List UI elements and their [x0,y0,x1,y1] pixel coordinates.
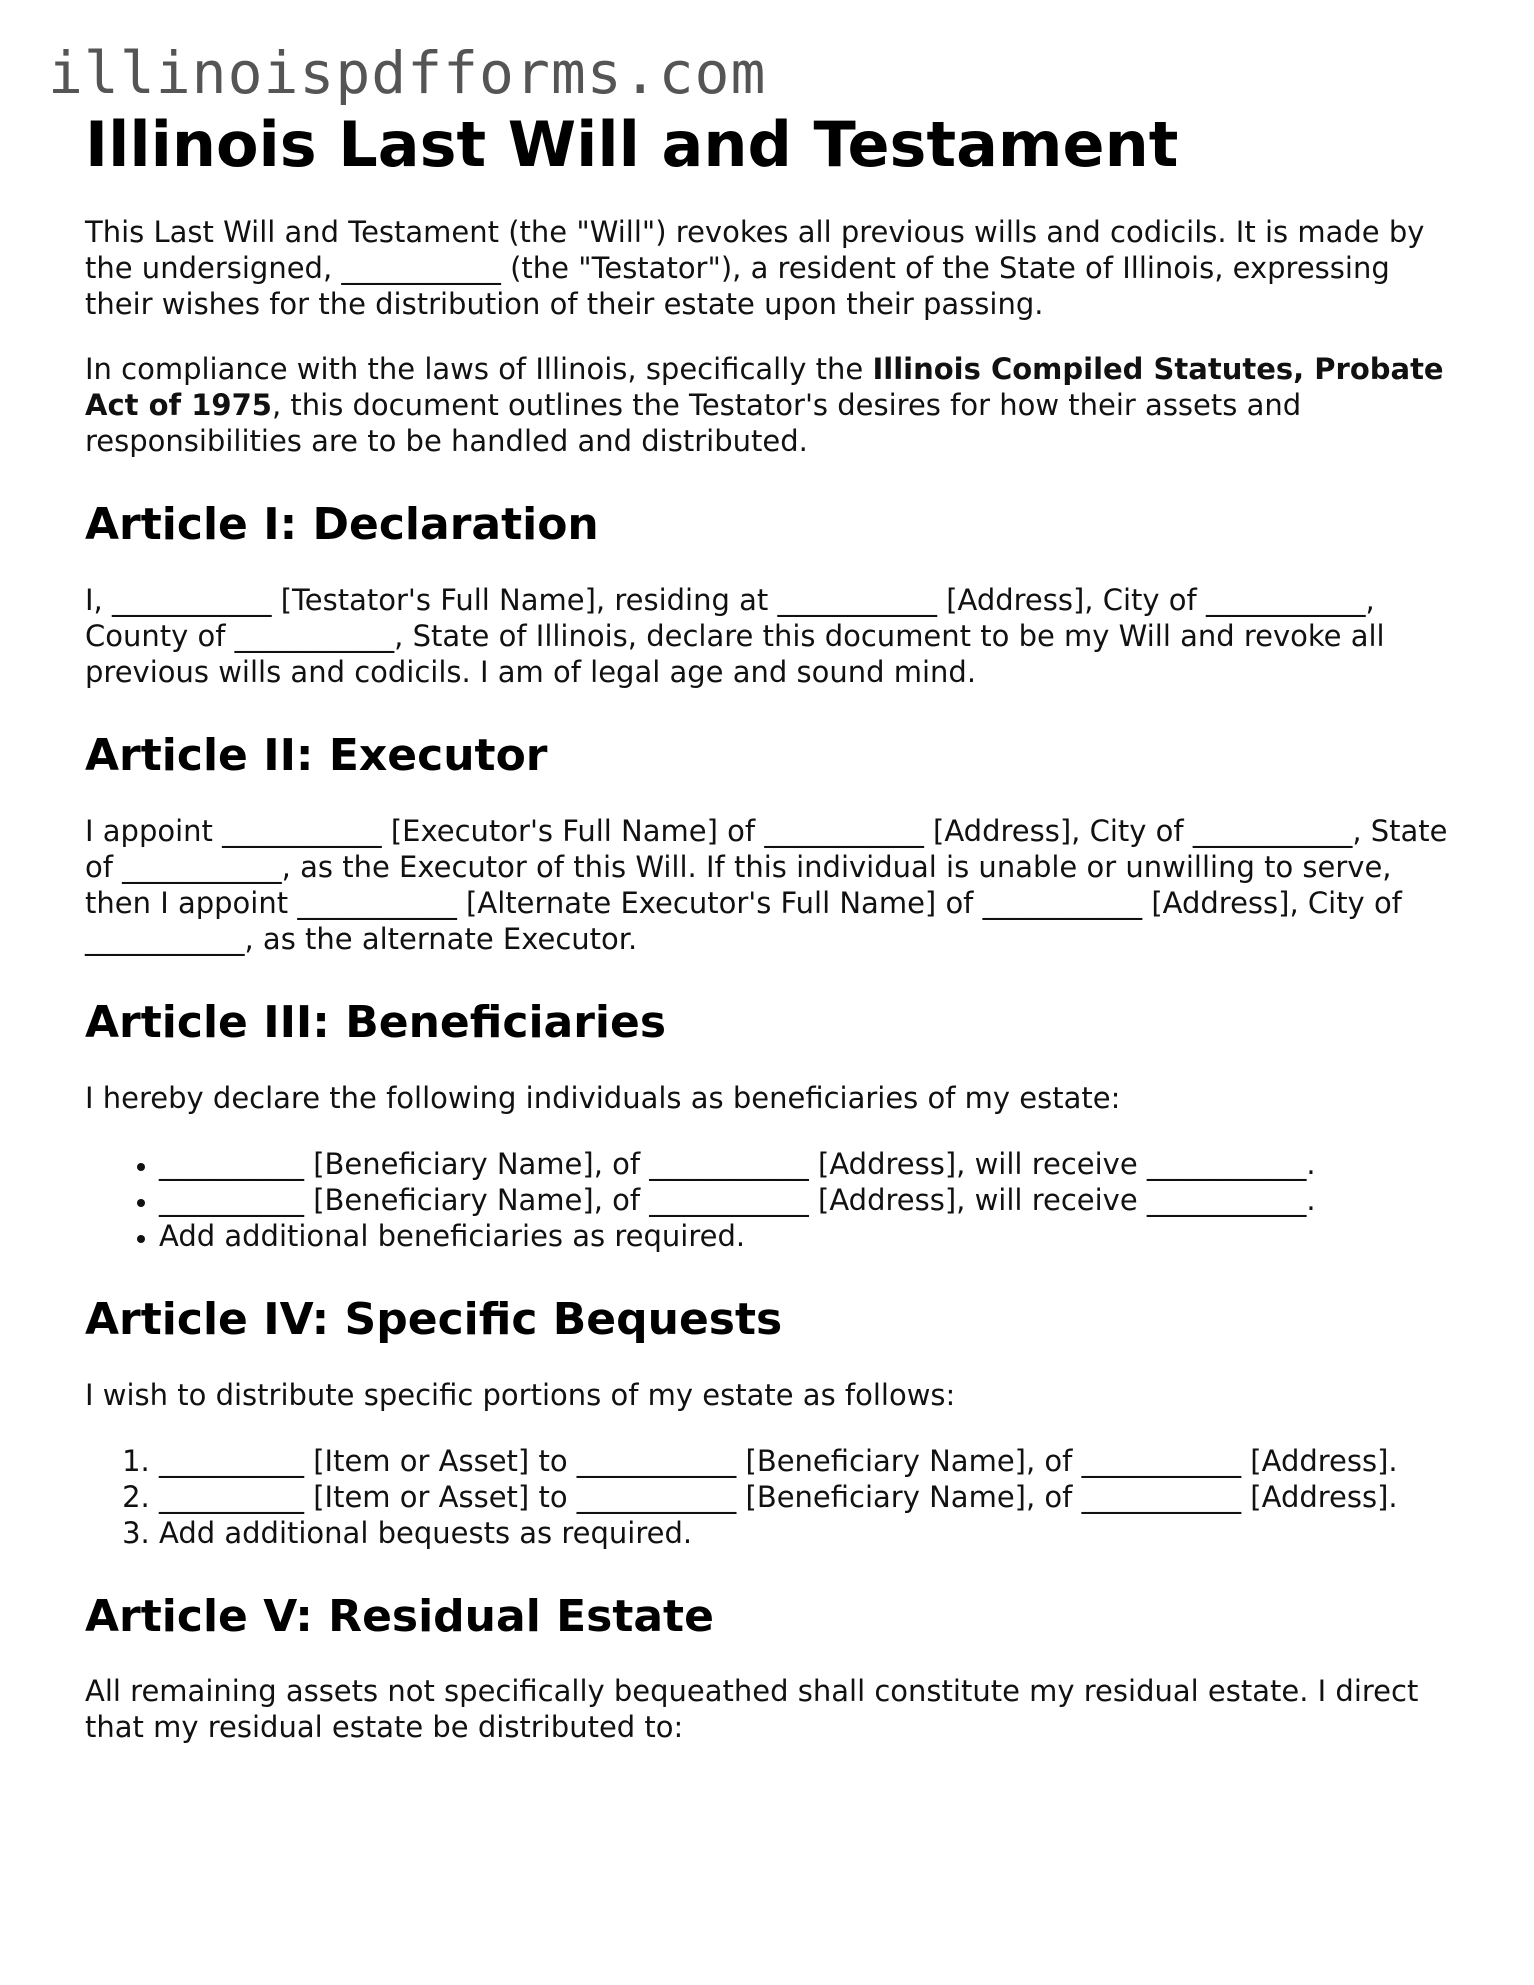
site-watermark: illinoispdfforms.com [48,39,767,107]
intro-text-after: , this document outlines the Testator's desires for how their assets and responsibilities are to be handled and distributed. [85,388,1302,459]
bequest-list [85,1443,1465,1551]
article-text: I appoint ___________ [Executor's Full Name] of ___________ [Address], City of ___________, State of ___________, as the Executor of this Will. If this individual is unable or unwilling to serve, then I appoint ___________ [Alternate Executor's Full Name] of ___________ [Address], City of ___________, as the alternate Executor. [85,813,1448,956]
list-item: 1. __________ [Item or Asset] to ___________ [Beneficiary Name], of ___________ [Address]. [159,1443,1465,1479]
list-item: 3. Add additional bequests as required. [159,1515,1465,1551]
article-text: I wish to distribute specific portions of my estate as follows: [85,1377,956,1412]
article-heading: Article IV: Specific Bequests [85,1293,783,1345]
article-residual-estate [85,1591,1465,1746]
article-text: I, ___________ [Testator's Full Name], residing at ___________ [Address], City of ___________, County of ___________, State of Illinois, declare this document to be my Will and revoke all previous wills and codicils. I am of legal age and sound mind. [85,583,1385,690]
article-heading: Article III: Beneficiaries [85,996,667,1048]
beneficiary-list [85,1146,1465,1254]
article-heading: Article V: Residual Estate [85,1590,714,1642]
article-executor [85,730,1465,957]
article-text: All remaining assets not specifically bequeathed shall constitute my residual estate. I direct that my residual estate be distributed to: [85,1674,1419,1745]
document-title: Illinois Last Will and Testament [85,108,1179,181]
list-item: • __________ [Beneficiary Name], of ___________ [Address], will receive ___________. [159,1146,1465,1182]
article-beneficiaries [85,997,1465,1254]
article-heading: Article I: Declaration [85,499,599,551]
statute-reference: Illinois Compiled Statutes, Probate Act of 1975 [85,352,1444,423]
list-item: • __________ [Beneficiary Name], of ___________ [Address], will receive ___________. [159,1182,1465,1218]
document-page [85,108,1465,1745]
article-declaration [85,499,1465,690]
intro-text-before: In compliance with the laws of Illinois, specifically the [85,352,873,387]
list-item: • Add additional beneficiaries as required. [159,1218,1465,1254]
article-specific-bequests [85,1294,1465,1551]
intro-paragraph-1: This Last Will and Testament (the "Will") revokes all previous wills and codicils. It is made by the undersigned, ___________ (the "Testator"), a resident of the State of Illinois, expressing their wishes for the distribution of their estate upon their passing. [85,215,1425,322]
article-heading: Article II: Executor [85,730,548,782]
list-item: 2. __________ [Item or Asset] to ___________ [Beneficiary Name], of ___________ [Address]. [159,1479,1465,1515]
article-text: I hereby declare the following individuals as beneficiaries of my estate: [85,1080,1121,1115]
intro-paragraph-2 [85,351,1465,459]
